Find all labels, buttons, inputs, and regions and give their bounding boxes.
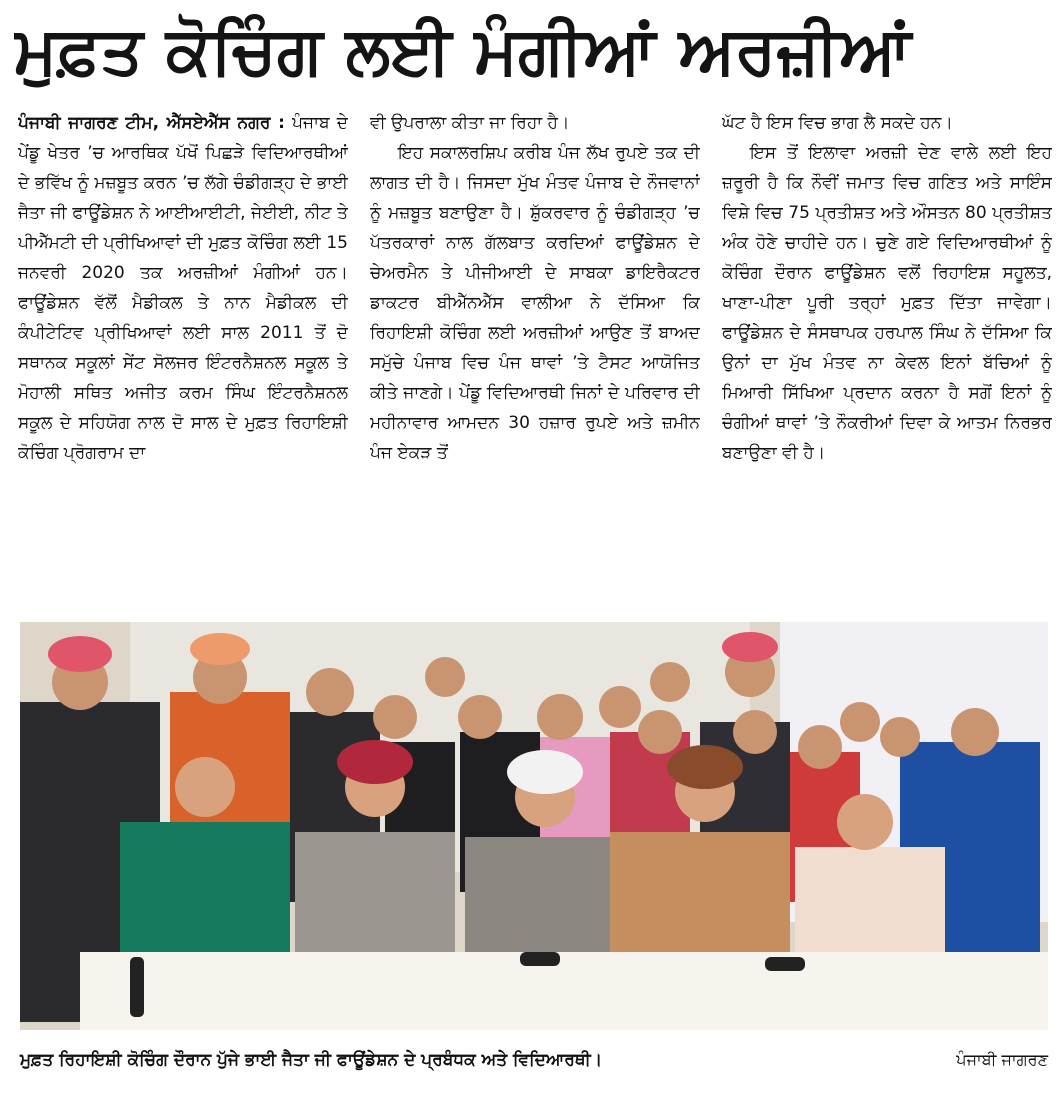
byline: ਪੰਜਾਬੀ ਜਾਗਰਣ ਟੀਮ, ਐੱਸਏਐੱਸ ਨਗਰ : [18,113,285,133]
table [80,952,1048,1030]
headline: ਮੁਫ਼ਤ ਕੋਚਿੰਗ ਲਈ ਮੰਗੀਆਂ ਅਰਜ਼ੀਆਂ [14,12,912,89]
column-3-paragraph: ਇਸ ਤੋਂ ਇਲਾਵਾ ਅਰਜ਼ੀ ਦੇਣ ਵਾਲੇ ਲਈ ਇਹ ਜ਼ਰੂਰੀ ਹੈ ਕਿ ਨੌਵੀਂ ਜਮਾਤ ਵਿਚ ਗਣਿਤ ਅਤੇ ਸਾਇੰਸ ਵਿਸ਼ੇ ਵਿਚ 75 ਪ੍ਰਤੀਸ਼ਤ ਅਤੇ ਔਸਤਨ 80 ਪ੍ਰਤੀਸ਼ਤ ਅੰਕ ਹੋਣੇ ਚਾਹੀਦੇ ਹਨ। ਚੁਣੇ ਗਏ ਵਿਦਿਆਰਥੀਆਂ ਨੂੰ ਕੋਚਿੰਗ ਦੌਰਾਨ ਫਾਊਂਡੇਸ਼ਨ ਵਲੋਂ ਰਿਹਾਇਸ਼ ਸਹੂਲਤ, ਖਾਣਾ-ਪੀਣਾ ਪੂਰੀ ਤਰ੍ਹਾਂ ਮੁਫ਼ਤ ਦਿੱਤਾ ਜਾਵੇਗਾ। ਫਾਊਂਡੇਸ਼ਨ ਦੇ ਸੰਸਥਾਪਕ ਹਰਪਾਲ ਸਿੰਘ ਨੇ ਦੱਸਿਆ ਕਿ ਉਨਾਂ ਦਾ ਮੁੱਖ ਮੰਤਵ ਨਾ ਕੇਵਲ ਇਨਾਂ ਬੱਚਿਆਂ ਨੂੰ ਮਿਆਰੀ ਸਿੱਖਿਆ ਪ੍ਰਦਾਨ ਕਰਨਾ ਹੈ ਸਗੋਂ ਇਨਾਂ ਨੂੰ ਚੰਗੀਆਂ ਥਾਵਾਂ ’ਤੇ ਨੌਕਰੀਆਂ ਦਿਵਾ ਕੇ ਆਤਮ ਨਿਰਭਰ ਬਣਾਉਣਾ ਵੀ ਹੈ। [722,143,1052,463]
column-2-continuation: ਵੀ ਉਪਰਾਲਾ ਕੀਤਾ ਜਾ ਰਿਹਾ ਹੈ। [370,113,570,133]
column-1-text: ਪੰਜਾਬ ਦੇ ਪੇਂਡੂ ਖੇਤਰ ’ਚ ਆਰਥਿਕ ਪੱਖੋਂ ਪਿਛੜੇ ਵਿਦਿਆਰਥੀਆਂ ਦੇ ਭਵਿੱਖ ਨੂੰ ਮਜ਼ਬੂਤ ਕਰਨ ’ਚ ਲੱਗੇ ਚੰਡੀਗੜ੍ਹ ਦੇ ਭਾਈ ਜੈਤਾ ਜੀ ਫਾਊਂਡੇਸ਼ਨ ਨੇ ਆਈਆਈਟੀ, ਜੇਈਈ, ਨੀਟ ਤੇ ਪੀਐੱਮਟੀ ਦੀ ਪ੍ਰੀਖਿਆਵਾਂ ਦੀ ਮੁਫ਼ਤ ਕੋਚਿੰਗ ਲਈ 15 ਜਨਵਰੀ 2020 ਤਕ ਅਰਜ਼ੀਆਂ ਮੰਗੀਆਂ ਹਨ। ਫਾਊਂਡੇਸ਼ਨ ਵੱਲੋਂ ਮੈਡੀਕਲ ਤੇ ਨਾਨ ਮੈਡੀਕਲ ਦੀ ਕੰਪੀਟੇਟਿਵ ਪ੍ਰੀਖਿਆਵਾਂ ਲਈ ਸਾਲ 2011 ਤੋਂ ਦੋ ਸਥਾਨਕ ਸਕੂਲਾਂ ਸੇਂਟ ਸੋਲਜਰ ਇੰਟਰਨੈਸ਼ਨਲ ਸਕੂਲ ਤੇ ਮੋਹਾਲੀ ਸਥਿਤ ਅਜੀਤ ਕਰਮ ਸਿੰਘ ਇੰਟਰਨੈਸ਼ਨਲ ਸਕੂਲ ਦੇ ਸਹਿਯੋਗ ਨਾਲ ਦੋ ਸਾਲ ਦੇ ਮੁਫ਼ਤ ਰਿਹਾਇਸ਼ੀ ਕੋਚਿੰਗ ਪ੍ਰੋਗਰਾਮ ਦਾ [18,113,348,463]
article-column-3 [722,108,1052,598]
photo-caption: ਮੁਫ਼ਤ ਰਿਹਾਇਸ਼ੀ ਕੋਚਿੰਗ ਦੌਰਾਨ ਪੁੱਜੇ ਭਾਈ ਜੈਤਾ ਜੀ ਫਾਊਂਡੇਸ਼ਨ ਦੇ ਪ੍ਰਬੰਧਕ ਅਤੇ ਵਿਦਿਆਰਥੀ। [20,1050,603,1070]
article-column-2 [370,108,700,598]
photo-credit: ਪੰਜਾਬੀ ਜਾਗਰਣ [956,1050,1048,1069]
group-photo [20,622,1048,1030]
column-3-continuation: ਘੱਟ ਹੈ ਇਸ ਵਿਚ ਭਾਗ ਲੈ ਸਕਦੇ ਹਨ। [722,113,953,133]
column-2-paragraph: ਇਹ ਸਕਾਲਰਸ਼ਿਪ ਕਰੀਬ ਪੰਜ ਲੱਖ ਰੁਪਏ ਤਕ ਦੀ ਲਾਗਤ ਦੀ ਹੈ। ਜਿਸਦਾ ਮੁੱਖ ਮੰਤਵ ਪੰਜਾਬ ਦੇ ਨੌਜਵਾਨਾਂ ਨੂੰ ਮਜ਼ਬੂਤ ਬਣਾਉਣਾ ਹੈ। ਸ਼ੁੱਕਰਵਾਰ ਨੂੰ ਚੰਡੀਗੜ੍ਹ ’ਚ ਪੱਤਰਕਾਰਾਂ ਨਾਲ ਗੱਲਬਾਤ ਕਰਦਿਆਂ ਫਾਊਂਡੇਸ਼ਨ ਦੇ ਚੇਅਰਮੈਨ ਤੇ ਪੀਜੀਆਈ ਦੇ ਸਾਬਕਾ ਡਾਇਰੈਕਟਰ ਡਾਕਟਰ ਬੀਐੱਨਐੱਸ ਵਾਲੀਆ ਨੇ ਦੱਸਿਆ ਕਿ ਰਿਹਾਇਸ਼ੀ ਕੋਚਿੰਗ ਲਈ ਅਰਜ਼ੀਆਂ ਆਉਣ ਤੋਂ ਬਾਅਦ ਸਮੁੱਚੇ ਪੰਜਾਬ ਵਿਚ ਪੰਜ ਥਾਵਾਂ ’ਤੇ ਟੈਸਟ ਆਯੋਜਿਤ ਕੀਤੇ ਜਾਣਗੇ। ਪੇਂਡੂ ਵਿਦਿਆਰਥੀ ਜਿਨਾਂ ਦੇ ਪਰਿਵਾਰ ਦੀ ਮਹੀਨਾਵਾਰ ਆਮਦਨ 30 ਹਜ਼ਾਰ ਰੁਪਏ ਅਤੇ ਜ਼ਮੀਨ ਪੰਜ ਏਕੜ ਤੋਂ [370,143,700,463]
article-column-1 [18,108,348,598]
article-body [18,108,1052,598]
